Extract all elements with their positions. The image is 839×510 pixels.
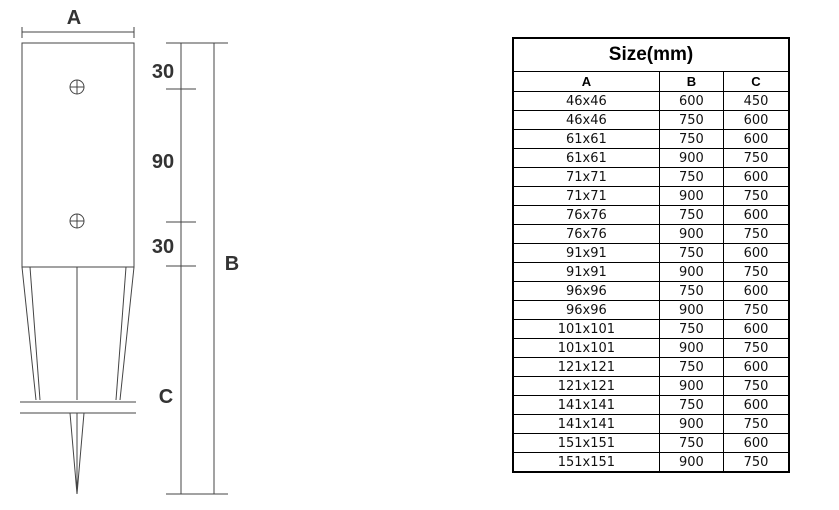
table-row <box>513 453 789 473</box>
column-header-a: A <box>513 72 659 92</box>
table-cell: 750 <box>659 396 723 415</box>
table-row <box>513 244 789 263</box>
table-title-row <box>513 38 789 72</box>
bracket-plate <box>22 43 134 267</box>
table-cell: 750 <box>724 263 790 282</box>
size-table <box>512 37 790 473</box>
table-row <box>513 434 789 453</box>
table-cell: 121x121 <box>513 377 659 396</box>
table-cell: 600 <box>724 244 790 263</box>
table-row <box>513 358 789 377</box>
table-cell: 750 <box>659 320 723 339</box>
ground-spike <box>20 267 136 494</box>
table-cell: 750 <box>724 225 790 244</box>
table-row <box>513 206 789 225</box>
table-cell: 101x101 <box>513 339 659 358</box>
table-cell: 101x101 <box>513 320 659 339</box>
table-row <box>513 339 789 358</box>
table-cell: 750 <box>724 339 790 358</box>
table-cell: 600 <box>724 111 790 130</box>
table-row <box>513 187 789 206</box>
table-cell: 750 <box>724 187 790 206</box>
table-cell: 450 <box>724 92 790 111</box>
table-cell: 151x151 <box>513 434 659 453</box>
table-cell: 600 <box>724 168 790 187</box>
table-row <box>513 282 789 301</box>
segment-dimension-lines <box>166 43 228 494</box>
table-cell: 750 <box>659 168 723 187</box>
table-cell: 76x76 <box>513 206 659 225</box>
table-cell: 900 <box>659 377 723 396</box>
table-cell: 900 <box>659 187 723 206</box>
table-cell: 61x61 <box>513 130 659 149</box>
dim-c-label: C <box>158 386 174 408</box>
table-row <box>513 130 789 149</box>
table-cell: 600 <box>724 396 790 415</box>
table-cell: 750 <box>724 453 790 473</box>
table-cell: 750 <box>659 206 723 225</box>
dim-a-label: A <box>66 7 82 29</box>
table-cell: 151x151 <box>513 453 659 473</box>
table-cell: 71x71 <box>513 187 659 206</box>
segment-bottom-label: 30 <box>151 236 175 258</box>
table-cell: 46x46 <box>513 92 659 111</box>
table-header-row <box>513 72 789 92</box>
table-cell: 96x96 <box>513 282 659 301</box>
table-cell: 600 <box>724 434 790 453</box>
table-cell: 900 <box>659 301 723 320</box>
table-cell: 750 <box>659 358 723 377</box>
table-cell: 750 <box>724 377 790 396</box>
table-cell: 750 <box>724 149 790 168</box>
post-anchor-diagram <box>0 0 300 510</box>
column-header-b: B <box>659 72 723 92</box>
table-cell: 900 <box>659 149 723 168</box>
screw-hole-bottom <box>70 214 84 228</box>
table-cell: 76x76 <box>513 225 659 244</box>
table-row <box>513 396 789 415</box>
table-row <box>513 263 789 282</box>
table-title: Size(mm) <box>513 38 789 72</box>
table-cell: 750 <box>659 111 723 130</box>
table-cell: 900 <box>659 225 723 244</box>
table-row <box>513 111 789 130</box>
table-cell: 141x141 <box>513 396 659 415</box>
dim-b-label: B <box>224 253 240 275</box>
column-header-c: C <box>724 72 790 92</box>
table-cell: 900 <box>659 263 723 282</box>
screw-hole-top <box>70 80 84 94</box>
table-cell: 71x71 <box>513 168 659 187</box>
table-cell: 91x91 <box>513 244 659 263</box>
table-cell: 900 <box>659 415 723 434</box>
segment-top-label: 30 <box>151 61 175 83</box>
table-cell: 750 <box>724 415 790 434</box>
table-row <box>513 149 789 168</box>
table-cell: 750 <box>659 244 723 263</box>
table-cell: 91x91 <box>513 263 659 282</box>
table-cell: 750 <box>724 301 790 320</box>
table-cell: 750 <box>659 130 723 149</box>
table-body <box>513 92 789 473</box>
table-cell: 600 <box>659 92 723 111</box>
table-cell: 600 <box>724 358 790 377</box>
table-cell: 750 <box>659 434 723 453</box>
table-cell: 121x121 <box>513 358 659 377</box>
table-row <box>513 320 789 339</box>
table-row <box>513 92 789 111</box>
table-row <box>513 168 789 187</box>
table-cell: 600 <box>724 320 790 339</box>
table-row <box>513 377 789 396</box>
table-cell: 46x46 <box>513 111 659 130</box>
table-cell: 141x141 <box>513 415 659 434</box>
table-cell: 900 <box>659 339 723 358</box>
table-cell: 600 <box>724 206 790 225</box>
table-cell: 750 <box>659 282 723 301</box>
table-cell: 600 <box>724 282 790 301</box>
table-cell: 96x96 <box>513 301 659 320</box>
table-row <box>513 301 789 320</box>
table-row <box>513 225 789 244</box>
segment-middle-label: 90 <box>151 151 175 173</box>
table-row <box>513 415 789 434</box>
table-cell: 61x61 <box>513 149 659 168</box>
table-cell: 900 <box>659 453 723 473</box>
table-cell: 600 <box>724 130 790 149</box>
